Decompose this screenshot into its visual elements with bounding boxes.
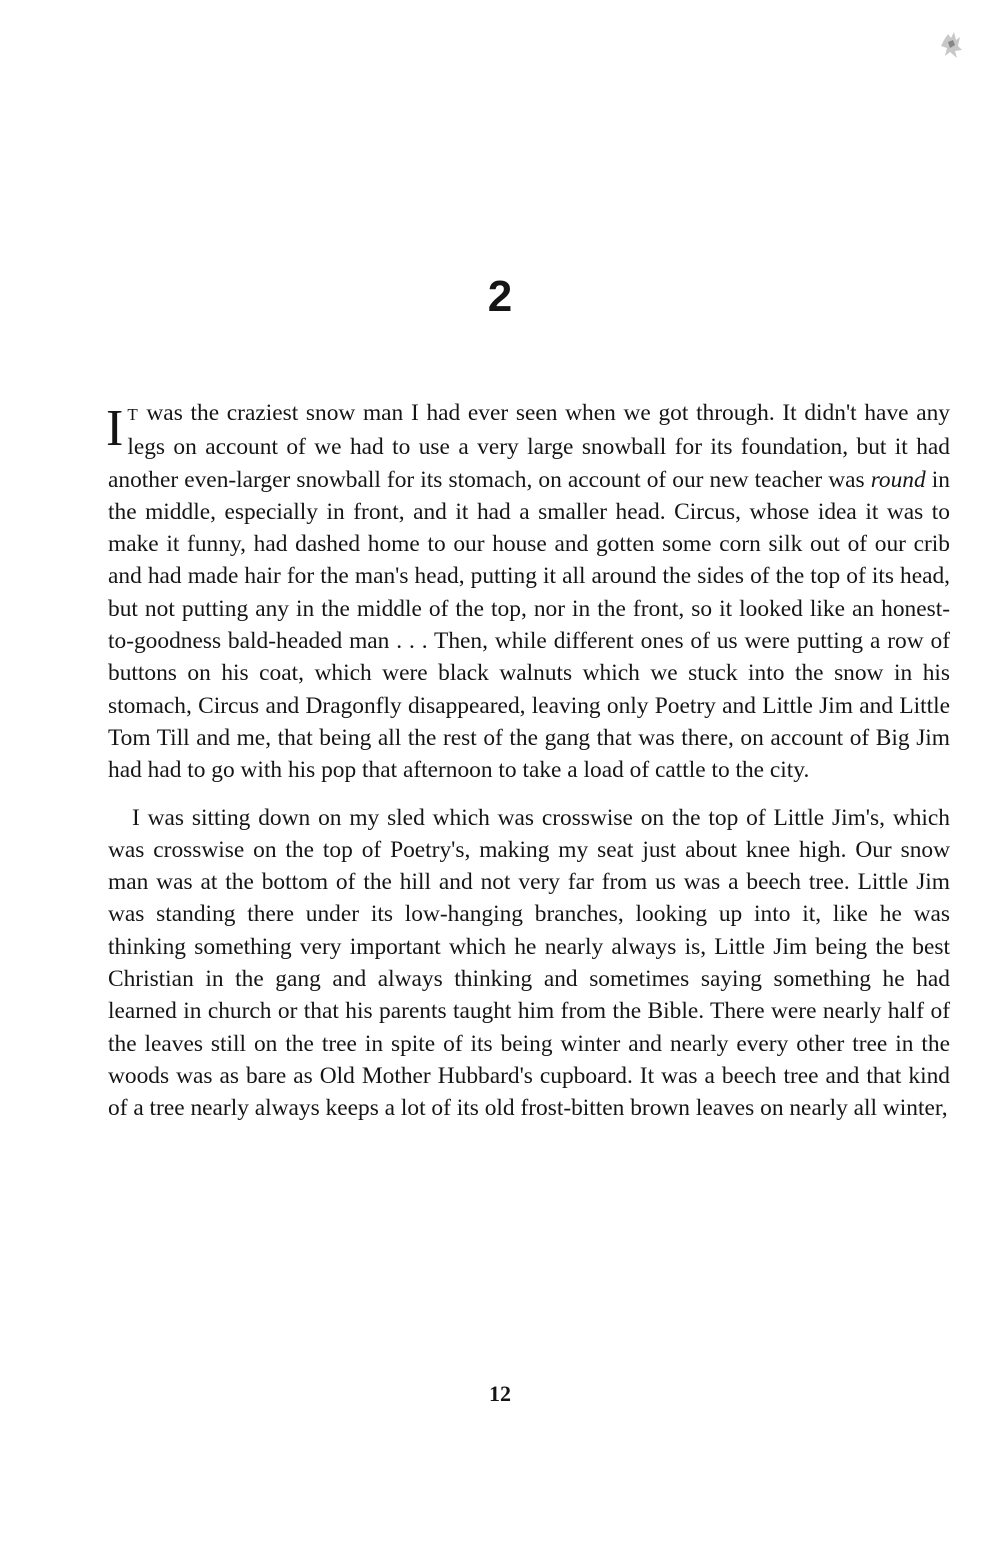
- paragraph-1-text-a: was the craziest snow man I had ever seen when we got through. It didn't have any legs on account of we had to use a very large snowball for its foundation, but it had another even-larger snowball for its stomach, on account of our new teacher was: [108, 400, 950, 493]
- page-number: 12: [489, 1381, 511, 1406]
- chapter-body: [108, 397, 950, 1125]
- paragraph-2: I was sitting down on my sled which was crosswise on the top of Little Jim's, which was crosswise on the top of Poetry's, making my seat just about knee high. Our snow man was at the bottom of the hill and not very far from us was a beech tree. Little Jim was standing there under its low-hanging branches, looking up into it, like he was thinking something very important which he nearly always is, Little Jim being the best Christian in the gang and always thinking and sometimes saying something he had learned in church or that his parents taught him from the Bible. There were nearly half of the leaves still on the tree in spite of its being winter and nearly every other tree in the woods was as bare as Old Mother Hubbard's cupboard. It was a beech tree and that kind of a tree nearly always keeps a lot of its old frost-bitten brown leaves on nearly all winter,: [108, 804, 950, 1122]
- paragraph-1: [108, 397, 950, 787]
- drop-cap: I: [106, 400, 124, 457]
- ink-smudge-mark: [938, 28, 966, 64]
- italic-word: round: [870, 466, 926, 493]
- small-caps-lead: T: [127, 405, 139, 424]
- paragraph-1-text-b: in the middle, especially in front, and it had a smaller head. Circus, whose idea it was to make it funny, had dashed home to our house and gotten some corn silk out of our crib and had made hair for the man's head, putting it all around the sides of the top of its head, but not putting any in the middle of the top, nor in the front, so it looked like an honest-to-goodness bald-headed man . . . Then, while different ones of us were putting a row of buttons on his coat, which were black walnuts which we stuck into the snow in his stomach, Circus and Dragonfly disappeared, leaving only Poetry and Little Jim and Little Tom Till and me, that being all the rest of the gang that was there, on account of Big Jim had had to go with his pop that afternoon to take a load of cattle to the city.: [108, 466, 950, 784]
- chapter-number: 2: [487, 272, 513, 321]
